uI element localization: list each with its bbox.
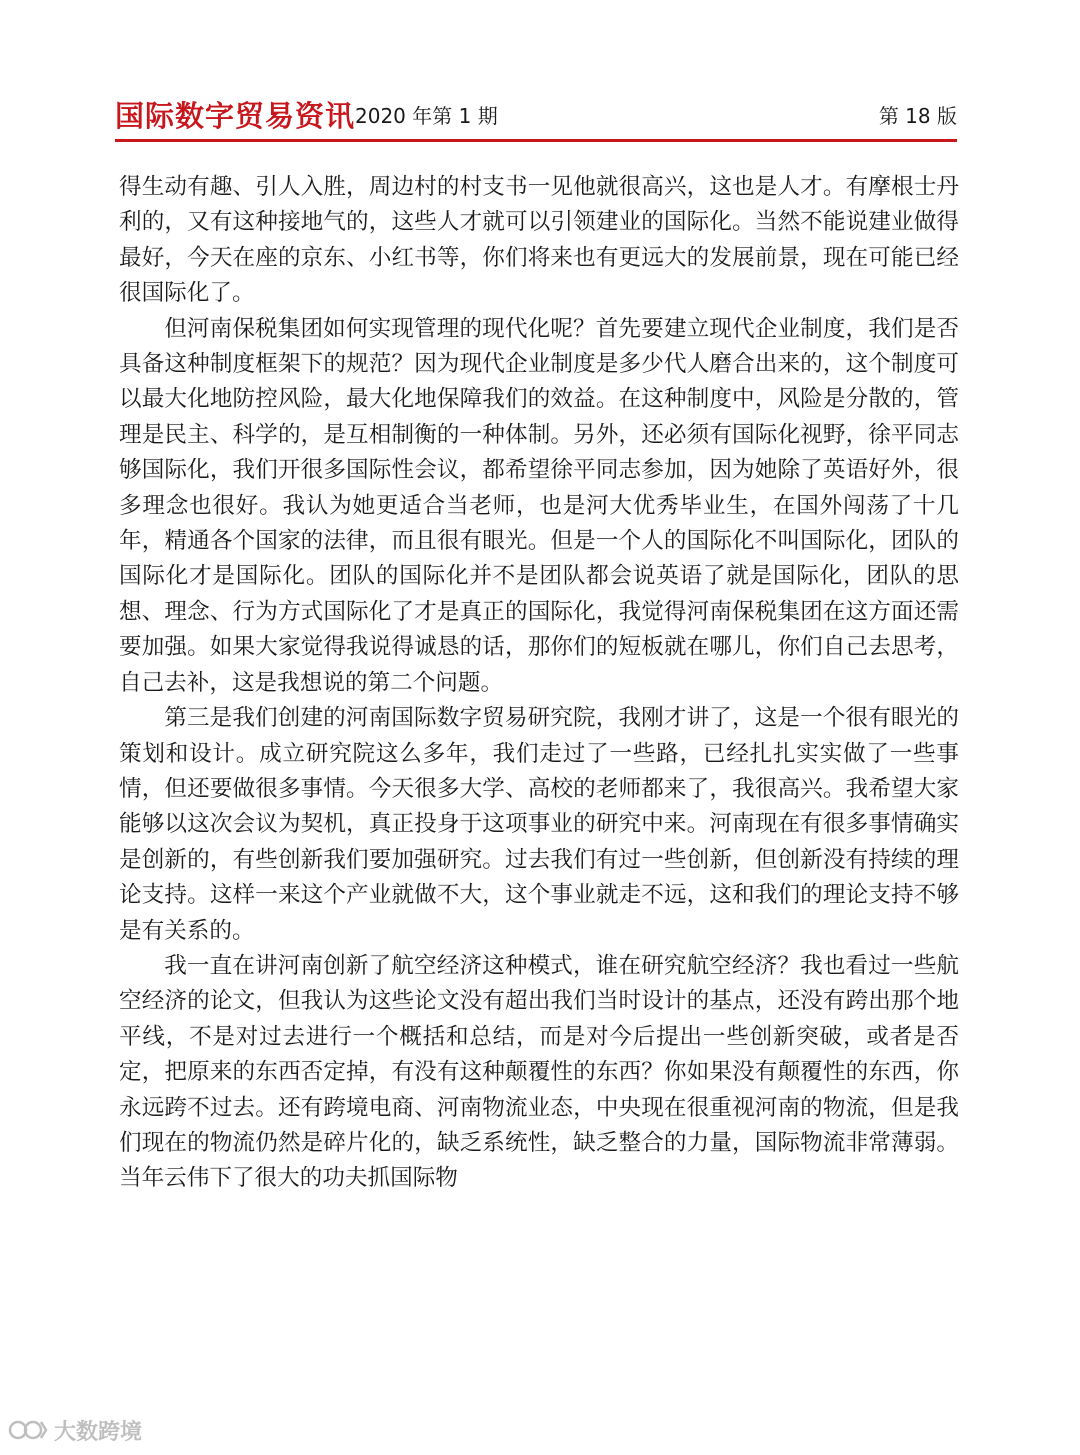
issue-label: 2020 年第 1 期	[355, 104, 498, 128]
page-header	[115, 92, 957, 136]
article-body	[119, 170, 959, 1197]
watermark	[8, 1414, 142, 1446]
header-divider	[115, 139, 957, 142]
paragraph: 我一直在讲河南创新了航空经济这种模式，谁在研究航空经济？我也看过一些航空经济的论文，但我认为这些论文没有超出我们当时设计的基点，还没有跨出那个地平线，不是对过去进行一个概括和总结，而是对今后提出一些创新突破，或者是否定，把原来的东西否定掉，有没有这种颠覆性的东西？你如果没有颠覆性的东西，你永远跨不过去。还有跨境电商、河南物流业态，中央现在很重视河南的物流，但是我们现在的物流仍然是碎片化的，缺乏系统性，缺乏整合的力量，国际物流非常薄弱。当年云伟下了很大的功夫抓国际物	[119, 952, 959, 1192]
publication-title: 国际数字贸易资讯	[115, 99, 356, 133]
paragraph: 得生动有趣、引人入胜，周边村的村支书一见他就很高兴，这也是人才。有摩根士丹利的，又有这种接地气的，这些人才就可以引领建业的国际化。当然不能说建业做得最好，今天在座的京东、小红书等，你们将来也有更远大的发展前景，现在可能已经很国际化了。	[119, 174, 959, 307]
paragraph: 但河南保税集团如何实现管理的现代化呢？首先要建立现代企业制度，我们是否具备这种制度框架下的规范？因为现代企业制度是多少代人磨合出来的，这个制度可以最大化地防控风险，最大化地保障我们的效益。在这种制度中，风险是分散的，管理是民主、科学的，是互相制衡的一种体制。另外，还必须有国际化视野，徐平同志够国际化，我们开很多国际性会议，都希望徐平同志参加，因为她除了英语好外，很多理念也很好。我认为她更适合当老师，也是河大优秀毕业生，在国外闯荡了十几年，精通各个国家的法律，而且很有眼光。但是一个人的国际化不叫国际化，团队的国际化才是国际化。团队的国际化并不是团队都会说英语了就是国际化，团队的思想、理念、行为方式国际化了才是真正的国际化，我觉得河南保税集团在这方面还需要加强。如果大家觉得我说得诚恳的话，那你们的短板就在哪儿，你们自己去思考，自己去补，这是我想说的第二个问题。	[119, 315, 959, 696]
page-number: 第 18 版	[878, 104, 957, 128]
brand-logo-icon	[8, 1416, 48, 1444]
paragraph: 第三是我们创建的河南国际数字贸易研究院，我刚才讲了，这是一个很有眼光的策划和设计。成立研究院这么多年，我们走过了一些路，已经扎扎实实做了一些事情，但还要做很多事情。今天很多大学、高校的老师都来了，我很高兴。我希望大家能够以这次会议为契机，真正投身于这项事业的研究中来。河南现在有很多事情确实是创新的，有些创新我们要加强研究。过去我们有过一些创新，但创新没有持续的理论支持。这样一来这个产业就做不大，这个事业就走不远，这和我们的理论支持不够是有关系的。	[119, 705, 959, 944]
watermark-text: 大数跨境	[54, 1419, 143, 1445]
